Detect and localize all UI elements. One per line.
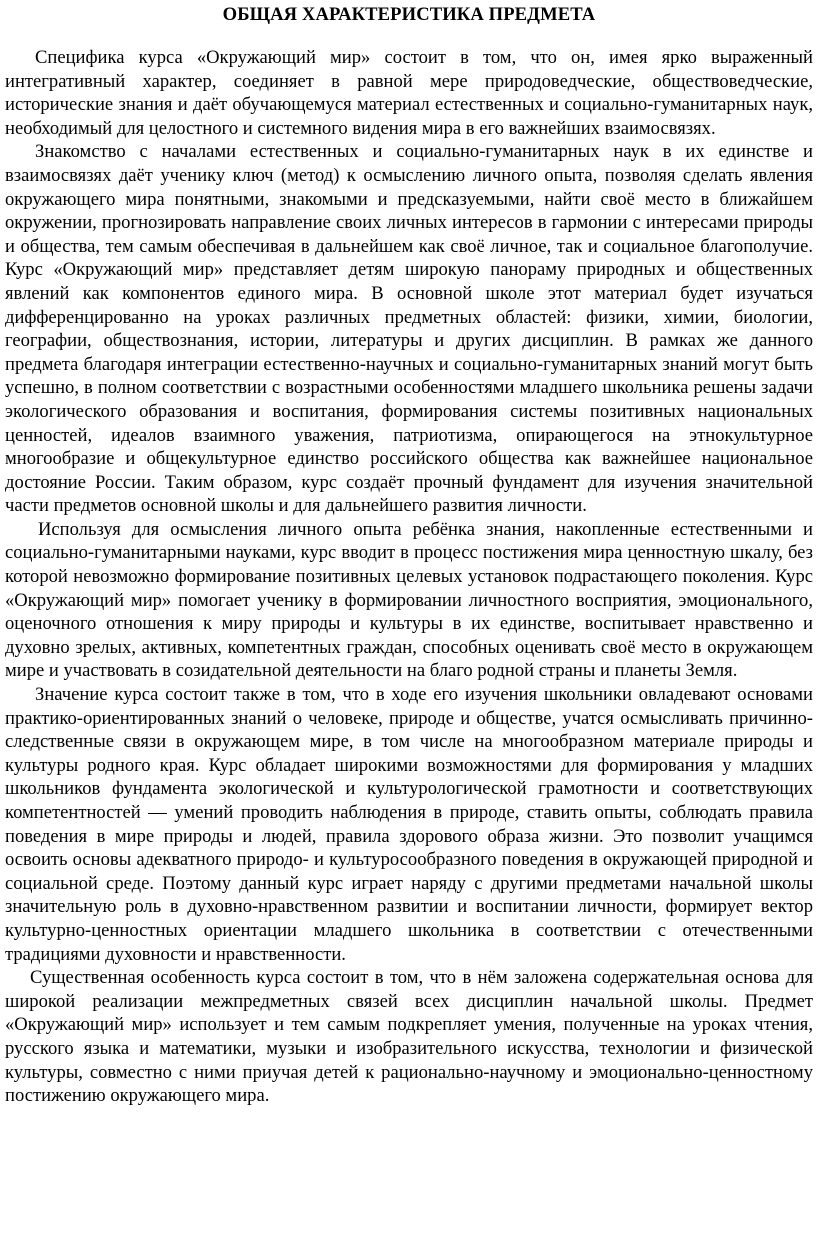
- paragraph-5: Существенная особенность курса состоит в том, что в нём заложена содержательная основа для широкой реализации межпредметных связей всех дисциплин начальной школы. Предмет «Окружающий мир» использует и тем самым подкрепляет умения, полученные на уроках чтения, русского языка и математики, музыки и изобразительного искусства, технологии и физической культуры, совместно с ними приучая детей к рационально-научному и эмоционально-ценностному постижению окружающего мира.: [5, 967, 813, 1107]
- paragraph-1: Специфика курса «Окружающий мир» состоит в том, что он, имея ярко выраженный интегративный характер, соединяет в равной мере природоведческие, обществоведческие, исторические знания и даёт обучающемуся материал естественных и социально-гуманитарных наук, необходимый для целостного и системного видения мира в его важнейших взаимосвязях.: [5, 47, 813, 139]
- document-title: ОБЩАЯ ХАРАКТЕРИСТИКА ПРЕДМЕТА: [222, 4, 596, 25]
- paragraph-3: Используя для осмысления личного опыта ребёнка знания, накопленные естественными и социально-гуманитарными науками, курс вводит в процесс постижения мира ценностную шкалу, без которой невозможно формирование позитивных целевых установок подрастающего поколения. Курс «Окружающий мир» помогает ученику в формировании личностного восприятия, эмоционального, оценочного отношения к миру природы и культуры в их единстве, воспитывает нравственно и духовно зрелых, активных, компетентных граждан, способных оценивать своё место в окружающем мире и участвовать в созидательной деятельности на благо родной страны и планеты Земля.: [5, 518, 813, 682]
- paragraph-4: Значение курса состоит также в том, что в ходе его изучения школьники овладевают основами практико-ориентированных знаний о человеке, природе и обществе, учатся осмысливать причинно-следственные связи в окружающем мире, в том числе на многообразном материале природы и культуры родного края. Курс обладает широкими возможностями для формирования у младших школьников фундамента экологической и культурологической грамотности и соответствующих компетентностей — умений проводить наблюдения в природе, ставить опыты, соблюдать правила поведения в мире природы и людей, правила здорового образа жизни. Это позволит учащимся освоить основы адекватного природо- и культуросообразного поведения в окружающей природной и социальной среде. Поэтому данный курс играет наряду с другими предметами начальной школы значительную роль в духовно-нравственном развитии и воспитании личности, формирует вектор культурно-ценностных ориентации младшего школьника в соответствии с отечественными традициями духовности и нравственности.: [5, 684, 813, 965]
- paragraph-2: Знакомство с началами естественных и социально-гуманитарных наук в их единстве и взаимосвязях даёт ученику ключ (метод) к осмыслению личного опыта, позволяя сделать явления окружающего мира понятными, знакомыми и предсказуемыми, найти своё место в ближайшем окружении, прогнозировать направление своих личных интересов в гармонии с интересами природы и общества, тем самым обеспечивая в дальнейшем как своё личное, так и социальное благополучие. Курс «Окружающий мир» представляет детям широкую панораму природных и общественных явлений как компонентов единого мира. В основной школе этот материал будет изучаться дифференцированно на уроках различных предметных областей: физики, химии, биологии, географии, обществознания, истории, литературы и других дисциплин. В рамках же данного предмета благодаря интеграции естественно-научных и социально-гуманитарных знаний могут быть успешно, в полном соответствии с возрастными особенностями младшего школьника решены задачи экологического образования и воспитания, формирования системы позитивных национальных ценностей, идеалов взаимного уважения, патриотизма, опирающегося на этнокультурное многообразие и общекультурное единство российского общества как важнейшее национальное достояние России. Таким образом, курс создаёт прочный фундамент для изучения значительной части предметов основной школы и для дальнейшего развития личности.: [5, 141, 813, 517]
